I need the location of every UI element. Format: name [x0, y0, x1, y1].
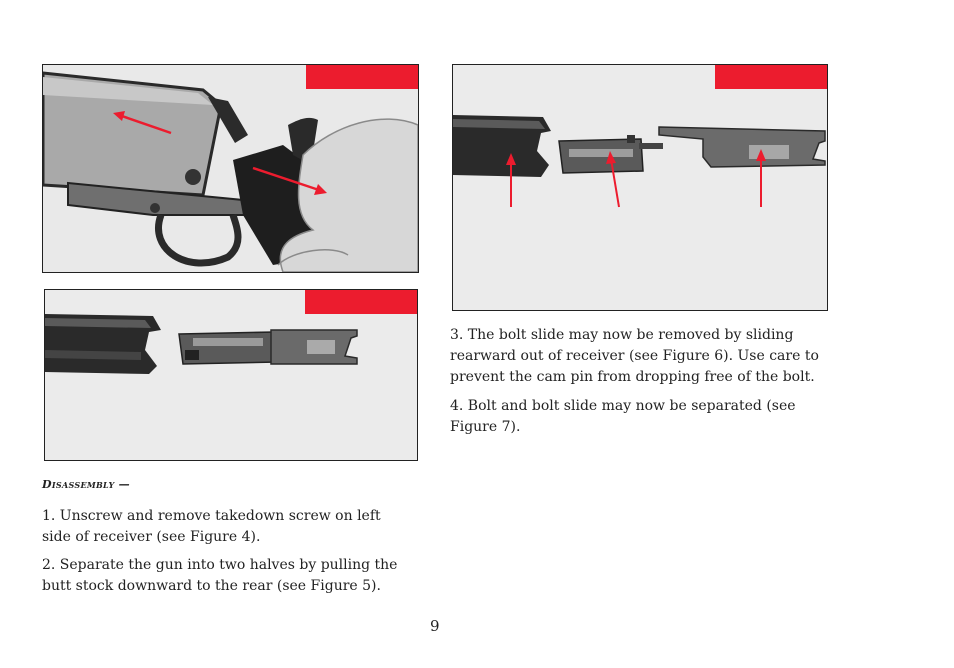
- takedown-photo: [43, 65, 418, 272]
- section-heading: Disassembly —: [42, 478, 130, 491]
- figure-takedown-screw: [42, 64, 419, 273]
- figure-gun-halves: [44, 289, 418, 461]
- step-1: 1. Unscrew and remove takedown screw on left side of receiver (see Figure 4).: [42, 508, 381, 545]
- step-4: 4. Bolt and bolt slide may now be separated (see Figure 7).: [450, 398, 796, 435]
- figure-label-tab: [306, 65, 418, 89]
- page-number: 9: [430, 617, 440, 635]
- step-3: 3. The bolt slide may now be removed by sliding rearward out of receiver (see Figure 6). Use care to prevent the cam pin from dropping free of the bolt.: [450, 327, 819, 385]
- figure-label-tab: [305, 290, 417, 314]
- figure-label-tab: [715, 65, 827, 89]
- halves-photo: [45, 290, 417, 460]
- step-2: 2. Separate the gun into two halves by pulling the butt stock downward to the rear (see Figure 5).: [42, 557, 398, 594]
- bolt-slide-photo: [453, 65, 827, 310]
- figure-bolt-slide: [452, 64, 828, 311]
